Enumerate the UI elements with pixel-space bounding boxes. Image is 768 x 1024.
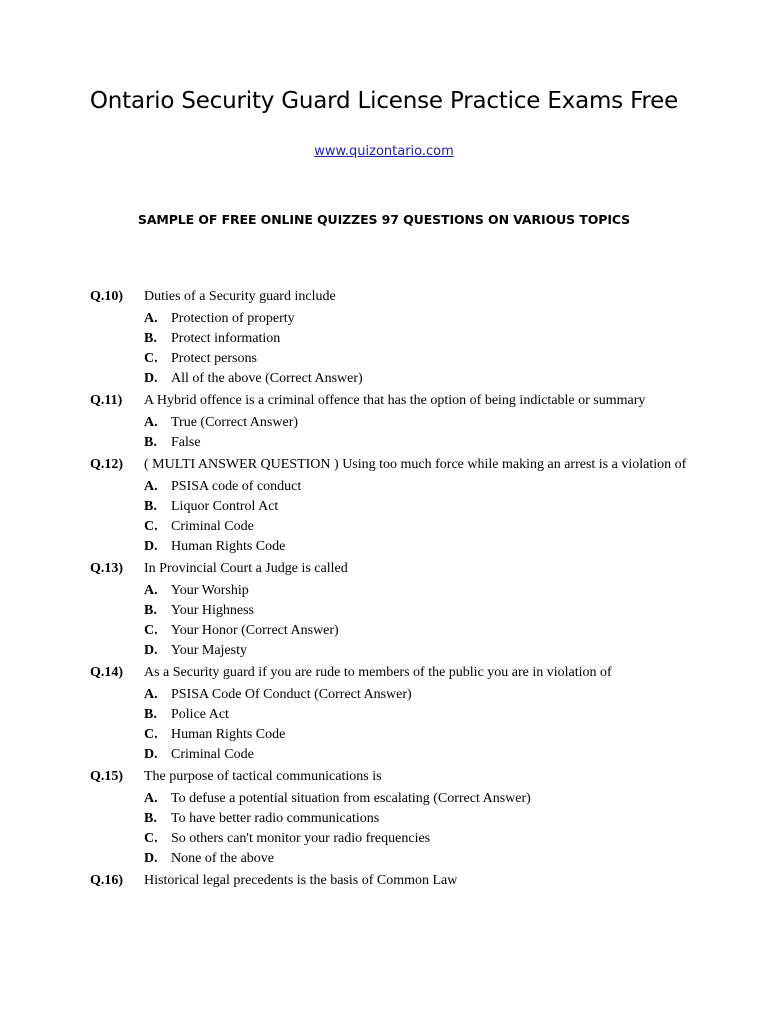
answer-text: Protect persons	[171, 351, 257, 366]
answer-option	[144, 349, 750, 369]
answer-text: Protection of property	[171, 311, 295, 326]
question-number: Q.14)	[90, 665, 124, 680]
answer-letter: A.	[144, 583, 158, 598]
question-line	[90, 559, 750, 579]
answer-text: True (Correct Answer)	[171, 415, 299, 430]
question-text: In Provincial Court a Judge is called	[144, 561, 348, 576]
question-line	[90, 287, 750, 307]
question-item	[90, 287, 750, 389]
answer-letter: B.	[144, 603, 157, 618]
answer-list	[144, 477, 750, 557]
answer-option	[144, 809, 750, 829]
answer-text: Liquor Control Act	[171, 499, 279, 514]
answer-text: Criminal Code	[171, 747, 254, 762]
answer-letter: C.	[144, 623, 158, 638]
answer-letter: C.	[144, 519, 158, 534]
question-number: Q.10)	[90, 289, 124, 304]
answer-option	[144, 829, 750, 849]
answer-option	[144, 497, 750, 517]
answer-list	[144, 413, 750, 453]
answer-letter: B.	[144, 331, 157, 346]
question-line	[90, 767, 750, 787]
question-item	[90, 871, 750, 891]
question-number: Q.16)	[90, 873, 124, 888]
question-text: The purpose of tactical communications is	[144, 769, 382, 784]
answer-text: All of the above (Correct Answer)	[171, 371, 363, 386]
question-line	[90, 455, 750, 475]
page-subtitle: SAMPLE OF FREE ONLINE QUIZZES 97 QUESTIONS ON VARIOUS TOPICS	[137, 212, 631, 227]
question-line	[90, 391, 750, 411]
question-item	[90, 767, 750, 869]
answer-option	[144, 789, 750, 809]
answer-letter: D.	[144, 747, 158, 762]
answer-text: Your Honor (Correct Answer)	[171, 623, 339, 638]
answer-text: So others can't monitor your radio frequencies	[171, 831, 431, 846]
answer-option	[144, 581, 750, 601]
answer-letter: B.	[144, 811, 157, 826]
answer-list	[144, 581, 750, 661]
answer-text: Criminal Code	[171, 519, 254, 534]
answer-option	[144, 641, 750, 661]
answer-text: Your Highness	[171, 603, 254, 618]
answer-letter: B.	[144, 435, 157, 450]
answer-letter: D.	[144, 851, 158, 866]
question-text: As a Security guard if you are rude to members of the public you are in violation of	[144, 665, 612, 680]
answer-option	[144, 477, 750, 497]
answer-option	[144, 745, 750, 765]
answer-letter: D.	[144, 371, 158, 386]
question-line	[90, 663, 750, 683]
answer-letter: B.	[144, 707, 157, 722]
question-line	[90, 871, 750, 891]
answer-text: Your Majesty	[171, 643, 247, 658]
website-link[interactable]: www.quizontario.com	[314, 144, 454, 159]
answer-letter: A.	[144, 311, 158, 326]
question-item	[90, 559, 750, 661]
answer-text: To defuse a potential situation from escalating (Correct Answer)	[171, 791, 531, 806]
question-number: Q.12)	[90, 457, 124, 472]
answer-text: To have better radio communications	[171, 811, 380, 826]
answer-option	[144, 329, 750, 349]
answer-option	[144, 601, 750, 621]
answer-list	[144, 685, 750, 765]
answer-option	[144, 725, 750, 745]
answer-option	[144, 413, 750, 433]
answer-letter: A.	[144, 415, 158, 430]
answer-option	[144, 621, 750, 641]
answer-text: Police Act	[171, 707, 229, 722]
answer-letter: A.	[144, 479, 158, 494]
answer-text: Your Worship	[171, 583, 249, 598]
answer-option	[144, 685, 750, 705]
question-item	[90, 391, 750, 453]
page-title: Ontario Security Guard License Practice Exams Free	[89, 88, 679, 114]
answer-option	[144, 433, 750, 453]
answer-list	[144, 789, 750, 869]
question-number: Q.15)	[90, 769, 124, 784]
answer-letter: C.	[144, 831, 158, 846]
question-item	[90, 455, 750, 557]
question-text: Historical legal precedents is the basis of Common Law	[144, 873, 458, 888]
question-list	[90, 287, 750, 891]
answer-option	[144, 369, 750, 389]
answer-letter: B.	[144, 499, 157, 514]
answer-text: Human Rights Code	[171, 539, 286, 554]
answer-letter: A.	[144, 687, 158, 702]
answer-option	[144, 537, 750, 557]
answer-letter: C.	[144, 727, 158, 742]
answer-text: False	[171, 435, 201, 450]
question-text: ( MULTI ANSWER QUESTION ) Using too much force while making an arrest is a violation of	[144, 457, 687, 472]
question-text: A Hybrid offence is a criminal offence that has the option of being indictable or summary	[144, 393, 646, 408]
answer-text: Human Rights Code	[171, 727, 286, 742]
answer-letter: D.	[144, 643, 158, 658]
question-number: Q.13)	[90, 561, 124, 576]
website-line	[0, 144, 768, 159]
answer-option	[144, 517, 750, 537]
answer-letter: A.	[144, 791, 158, 806]
answer-letter: C.	[144, 351, 158, 366]
answer-text: Protect information	[171, 331, 281, 346]
question-number: Q.11)	[90, 393, 123, 408]
answer-text: None of the above	[171, 851, 275, 866]
answer-option	[144, 849, 750, 869]
answer-list	[144, 309, 750, 389]
answer-option	[144, 309, 750, 329]
answer-text: PSISA code of conduct	[171, 479, 302, 494]
answer-text: PSISA Code Of Conduct (Correct Answer)	[171, 687, 412, 702]
question-item	[90, 663, 750, 765]
answer-option	[144, 705, 750, 725]
answer-letter: D.	[144, 539, 158, 554]
question-text: Duties of a Security guard include	[144, 289, 336, 304]
